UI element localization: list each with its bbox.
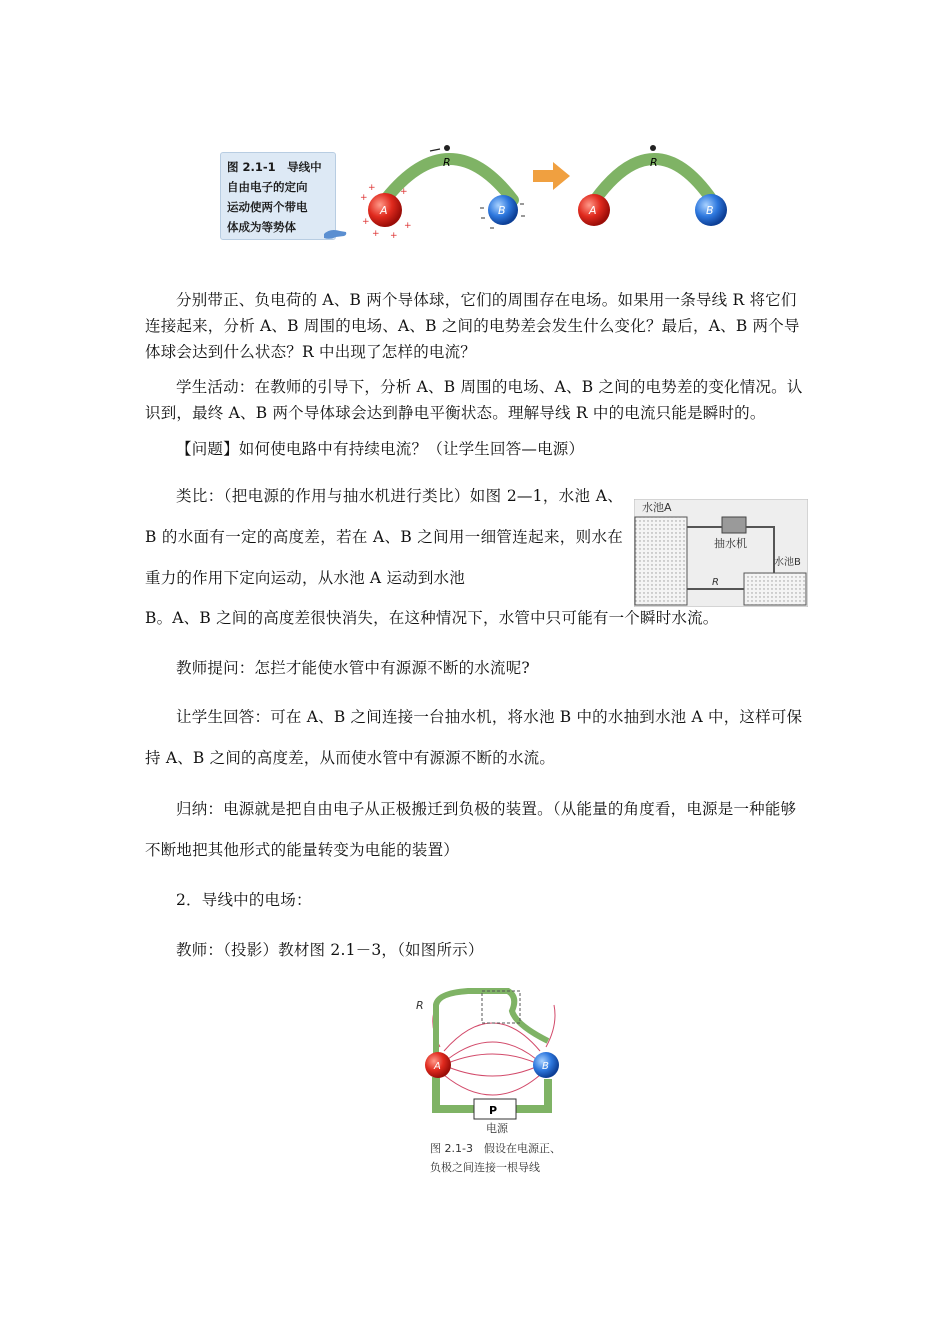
svg-text:+: + bbox=[404, 221, 412, 231]
figure3-label-p: P bbox=[489, 1104, 498, 1117]
figure1-caption bbox=[220, 152, 336, 240]
svg-text:+: + bbox=[372, 229, 380, 239]
figure1-label-a-2: A bbox=[589, 204, 597, 217]
figure1-diagram bbox=[350, 138, 740, 248]
paragraph-3: 【问题】如何使电路中有持续电流？（让学生回答—电源） bbox=[176, 440, 585, 458]
svg-text:+: + bbox=[362, 217, 370, 227]
figure1-label-r: R bbox=[443, 156, 451, 169]
label-pump: 抽水机 bbox=[714, 537, 747, 550]
figure1-caption-line3: 运动使两个带电 bbox=[227, 200, 308, 214]
figure1-label-a: A bbox=[380, 204, 388, 217]
paragraph-9: 教师：（投影）教材图 2.1－3，（如图所示） bbox=[176, 941, 484, 959]
field-lines bbox=[433, 1005, 555, 1095]
svg-text:+: + bbox=[368, 183, 376, 193]
electron-dot-2 bbox=[650, 145, 656, 151]
svg-text:+: + bbox=[390, 231, 398, 241]
figure1-caption-line1: 图 2.1-1 导线中 bbox=[227, 160, 322, 174]
paragraph-5: 教师提问：怎拦才能使水管中有源源不断的水流呢? bbox=[176, 659, 530, 677]
paragraph-2: 学生活动：在教师的引导下，分析 A、B 周围的电场、A、B 之间的电势差的变化情况。认识到，最终 A、B 两个导体球会达到静电平衡状态。理解导线 R 中的电流只能是瞬时的。 bbox=[145, 378, 803, 422]
paragraph-1: 分别带正、负电荷的 A、B 两个导体球，它们的周围存在电场。如果用一条导线 R 将它们连接起来，分析 A、B 周围的电场、A、B 之间的电势差会发生什么变化？最后，A、B 两个导体球会达到什么状态？R 中出现了怎样的电流？ bbox=[145, 291, 800, 361]
pump-box bbox=[722, 517, 746, 533]
transition-arrow-icon bbox=[533, 162, 570, 190]
pool-a bbox=[635, 517, 687, 605]
paragraph-8: 2．导线中的电场： bbox=[176, 891, 312, 909]
arrow-icon bbox=[430, 149, 440, 151]
label-pool-b: 水池B bbox=[774, 557, 801, 568]
figure1-label-b: B bbox=[498, 204, 506, 217]
paragraph-6: 让学生回答：可在 A、B 之间连接一台抽水机，将水池 B 中的水抽到水池 A 中，这样可保持 A、B 之间的高度差，从而使水管中有源源不断的水流。 bbox=[145, 708, 803, 767]
svg-text:+: + bbox=[360, 193, 368, 203]
paragraph-4b: B。A、B 之间的高度差很快消失，在这种情况下，水管中只可能有一个瞬时水流。 bbox=[145, 609, 719, 627]
figure3-label-b: B bbox=[542, 1061, 549, 1072]
figure1-label-r-2: R bbox=[650, 156, 658, 169]
figure3-caption-line2: 负极之间连接一根导线 bbox=[430, 1161, 540, 1174]
figure3-label-a: A bbox=[434, 1061, 441, 1072]
figure1-label-b-2: B bbox=[706, 204, 714, 217]
figure3-label-r: R bbox=[416, 999, 424, 1012]
figure2-pump-diagram bbox=[634, 499, 808, 607]
figure1-caption-line4: 体成为等势体 bbox=[227, 220, 296, 234]
figure1-caption-line2: 自由电子的定向 bbox=[227, 180, 308, 194]
label-r-pipe: R bbox=[712, 577, 719, 588]
figure3-caption-line1: 图 2.1-3 假设在电源正、 bbox=[430, 1142, 561, 1155]
pointing-hand-icon bbox=[322, 224, 348, 244]
svg-text:+: + bbox=[400, 187, 408, 197]
electron-dot bbox=[444, 145, 450, 151]
paragraph-4: 类比：（把电源的作用与抽水机进行类比）如图 2—1，水池 A、B 的水面有一定的高度差，若在 A、B 之间用一细管连起来，则水在重力的作用下定向运动，从水池 A 运动到水池 bbox=[145, 487, 623, 587]
figure3-diagram bbox=[408, 985, 584, 1135]
label-pool-a: 水池A bbox=[642, 501, 672, 514]
paragraph-7: 归纳：电源就是把自由电子从正极搬迁到负极的装置。（从能量的角度看，电源是一种能够不断地把其他形式的能量转变为电能的装置） bbox=[145, 800, 797, 859]
pool-b bbox=[744, 573, 806, 605]
figure3-label-source: 电源 bbox=[486, 1122, 508, 1135]
